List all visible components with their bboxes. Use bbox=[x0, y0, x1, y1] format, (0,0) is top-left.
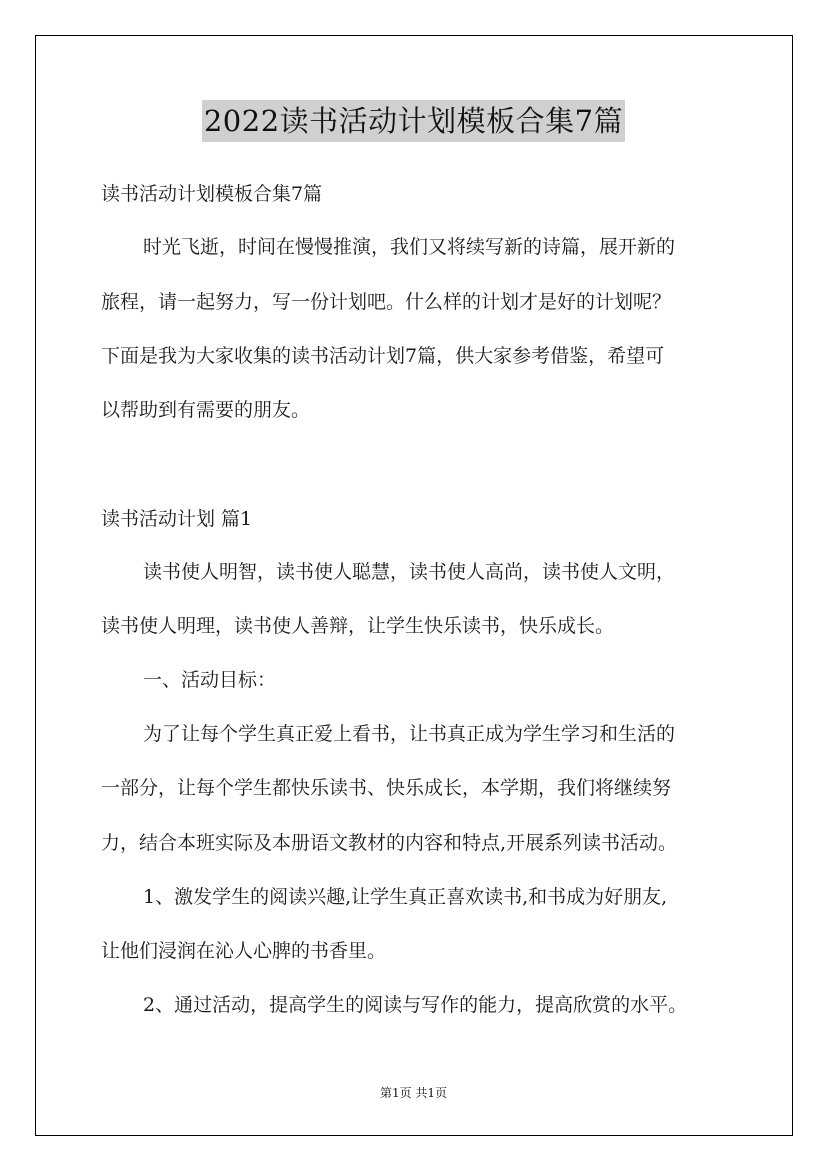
goal-heading: 一、活动目标： bbox=[143, 669, 277, 691]
subtitle-line: 读书活动计划模板合集7篇 bbox=[101, 183, 323, 205]
goal-paragraph-line-2: 一部分，让每个学生都快乐读书、快乐成长，本学期，我们将继续努 bbox=[101, 777, 672, 799]
goal-item-1-line-2: 让他们浸润在沁人心脾的书香里。 bbox=[101, 940, 387, 962]
section-heading: 读书活动计划 篇1 bbox=[101, 508, 253, 530]
goal-paragraph-line-3: 力，结合本班实际及本册语文教材的内容和特点,开展系列读书活动。 bbox=[101, 832, 678, 854]
intro-paragraph-line-4: 以帮助到有需要的朋友。 bbox=[101, 399, 311, 421]
goal-item-1-line-1: 1、激发学生的阅读兴趣,让学生真正喜欢读书,和书成为好朋友, bbox=[143, 886, 668, 908]
page-footer: 第1页 共1页 bbox=[379, 1086, 448, 1100]
document-title: 2022读书活动计划模板合集7篇 bbox=[202, 100, 625, 142]
goal-paragraph-line-1: 为了让每个学生真正爱上看书，让书真正成为学生学习和生活的 bbox=[143, 723, 676, 745]
title-container bbox=[0, 100, 827, 142]
goal-item-2-line-1: 2、通过活动，提高学生的阅读与写作的能力，提高欣赏的水平。 bbox=[143, 994, 688, 1016]
intro-paragraph-line-1: 时光飞逝，时间在慢慢推演，我们又将续写新的诗篇，展开新的 bbox=[143, 236, 676, 258]
section-paragraph-line-2: 读书使人明理，读书使人善辩，让学生快乐读书，快乐成长。 bbox=[101, 615, 615, 637]
section-paragraph-line-1: 读书使人明智，读书使人聪慧，读书使人高尚，读书使人文明， bbox=[143, 561, 676, 583]
intro-paragraph-line-3: 下面是我为大家收集的读书活动计划7篇，供大家参考借鉴，希望可 bbox=[101, 345, 665, 367]
intro-paragraph-line-2: 旅程，请一起努力，写一份计划吧。什么样的计划才是好的计划呢？ bbox=[101, 291, 672, 313]
